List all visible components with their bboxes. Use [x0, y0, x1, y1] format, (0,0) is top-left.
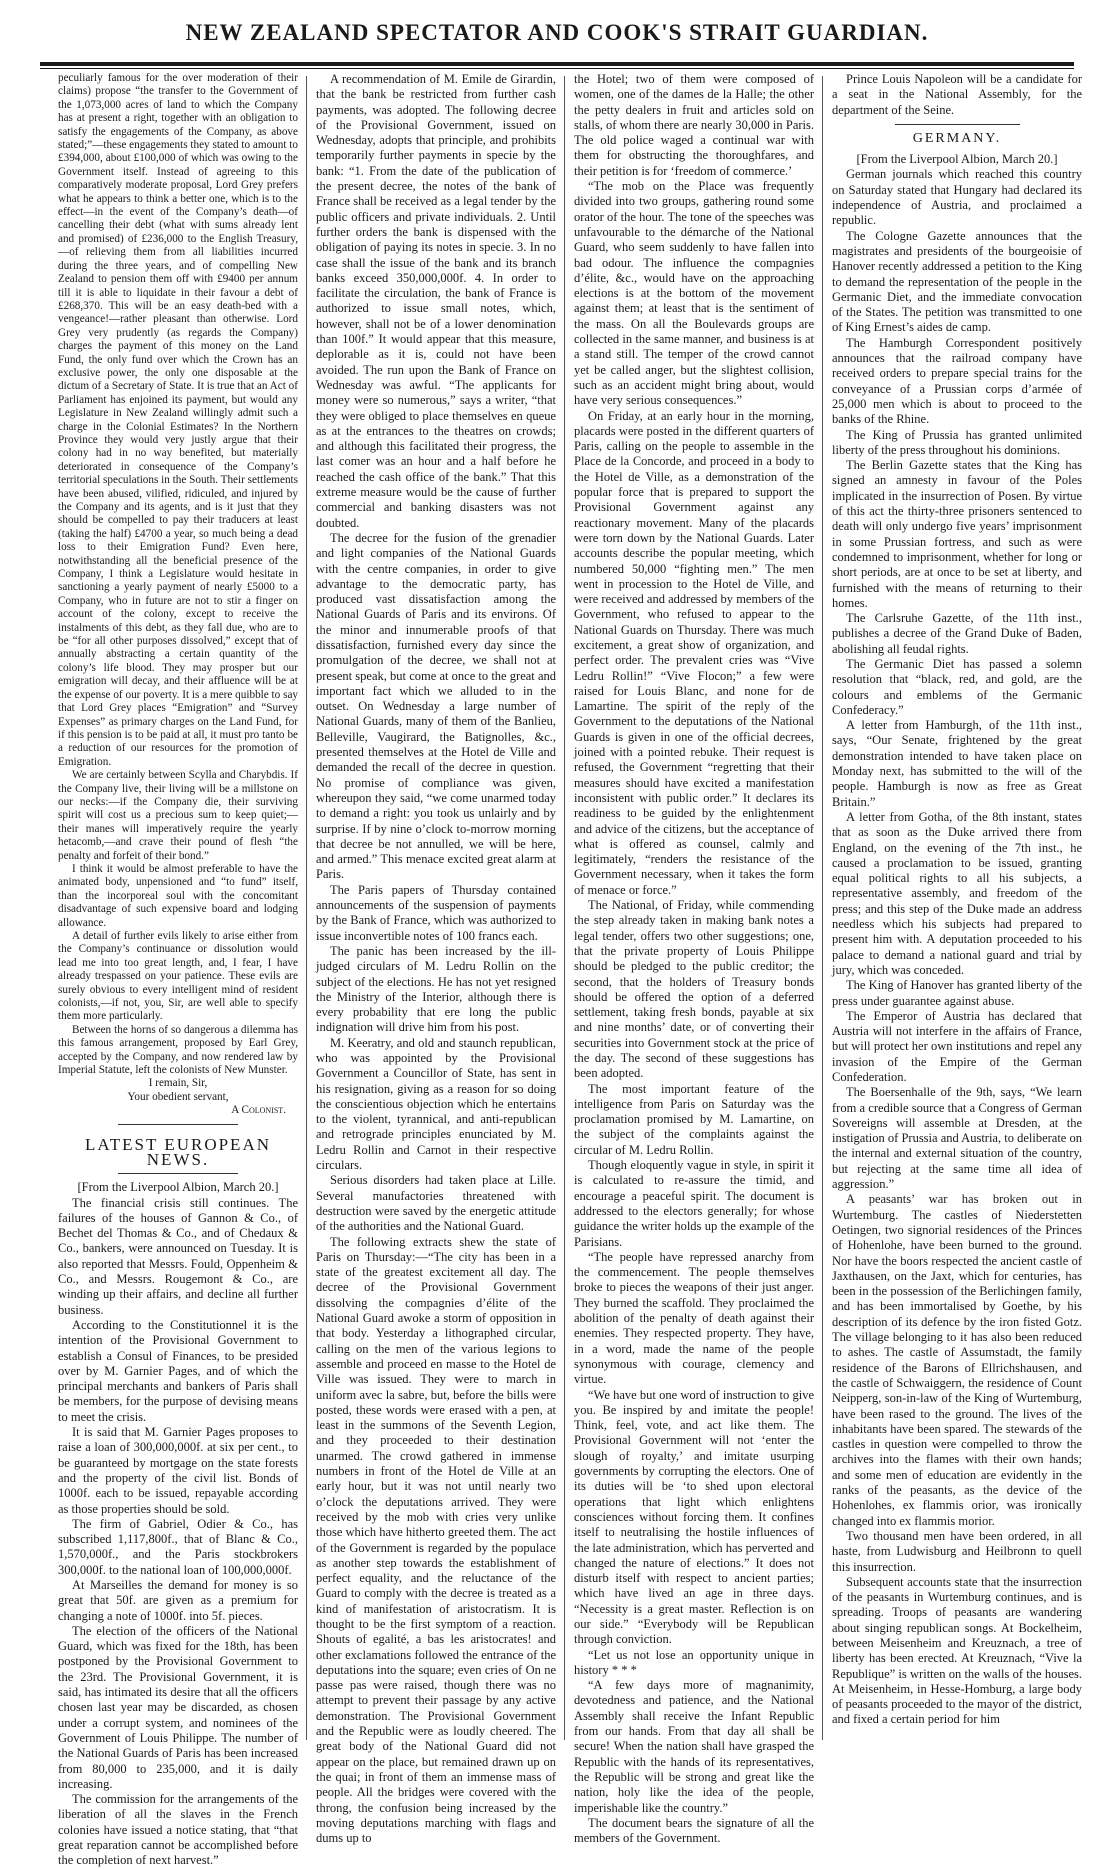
- masthead-rule-thin: [40, 68, 1074, 69]
- article-paragraph: The following extracts shew the state of Paris on Thursday:—“The city has been in a state of the greatest excitement all day. The decree of the Provisional Government dissolving the compagnies d’élite of the National Guard awoke a storm of opposition in that body. Yesterday a lithographed circular, calling on the men of the various legions to assemble and proceed en masse to the Hotel de Ville was issued. They were to march in uniform avec la sabre, but, before the bills were posted, these words were erased with a pen, at least in the summons of the Seventh Legion, and they proceeded to their destination unarmed. The crowd gathered in immense numbers in front of the Hotel de Ville at an early hour, but it was not until nearly two o’clock the deputations arrived. They were received by the mob with cries very unlike those which have hitherto greeted them. The act of the Government is regarded by the populace as another step towards the establishment of perfect equality, and the reluctance of the Guard to comply with the decree is treated as a kind of manifestation of aristocratism. It is thought to be the first symptom of a reaction. Shouts of egalité, a bas les aristocrates! and other exclamations followed the entrance of the deputations into the square; even cries of On ne passe pas were raised, though there was no attempt to prevent their passage by any active demonstration. The Provisional Government and the Republic were as loudly cheered. The great body of the National Guard did not appear on the place, but remained drawn up on the quai; in front of them an immense mass of people. All the bridges were covered with the throng, the confusion being increased by the moving deputations marching with flags and dums up to: [316, 1234, 556, 1846]
- article-paragraph: The Emperor of Austria has declared that Austria will not interfere in the affairs of France, but will protect her own institutions and repel any invasion of the Empire of the German Confederation.: [832, 1008, 1082, 1084]
- article-paragraph: Though eloquently vague in style, in spirit it is calculated to re-assure the timid, and encourage a peaceful spirit. The document is addressed to the electors generally; for whose guidance the writer holds up the example of the Parisians.: [574, 1158, 814, 1249]
- article-paragraph: The King of Hanover has granted liberty of the press under guarantee against abuse.: [832, 978, 1082, 1008]
- news-paragraph: The commission for the arrangements of the liberation of all the slaves in the French colonies have issued a notice stating, that “that great reparation cannot be accomplished before the completion of next harvest.”: [58, 1792, 298, 1868]
- column-4: [832, 72, 1082, 1740]
- news-paragraph: The election of the officers of the National Guard, which was fixed for the 18th, has been postponed by the Provisional Government to the 23rd. The Provisional Government, it is said, has intimated its desire that all the officers chosen last year may be discarded, as chosen under a corrupt system, and nominees of the Government of Louis Philippe. The number of the National Guards of Paris has been increased from 80,000 to 235,000, and it is daily increasing.: [58, 1623, 298, 1791]
- article-paragraph: Two thousand men have been ordered, in all haste, from Ludwisburg and Heilbronn to quell this insurrection.: [832, 1528, 1082, 1574]
- news-paragraph: The firm of Gabriel, Odier & Co., has subscribed 1,117,800f., that of Blanc & Co., 1,570,000f., and the Paris stockbrokers 300,000f. to the national loan of 100,000,000f.: [58, 1516, 298, 1577]
- letter-paragraph: A detail of further evils likely to arise either from the Company’s continuance or dissolution would lead me into too great length, and, I fear, I have already trespassed on your patience. These evils are surely obvious to every intelligent mind of resident colonists,—if not, you, Sir, are well able to specify them more particularly.: [58, 930, 298, 1023]
- article-paragraph: A recommendation of M. Emile de Girardin, that the bank be restricted from further cash payments, was adopted. The following decree of the Provisional Government, issued on Wednesday, adopts that principle, and prohibits temporarily further payments in specie by the bank: “1. From the date of the publication of the present decree, the notes of the bank of France shall be received as a legal tender by the public officers and private individuals. 2. Until further orders the bank is dispensed with the obligation of paying its notes in specie. 3. In no case shall the issue of the bank and its branch banks exceed 350,000,000f. 4. In order to facilitate the circulation, the bank of France is authorized to issue small notes, which, however, shall not be of a lower denomination than 100f.” It would appear that this measure, deplorable as it is, could not have been avoided. The run upon the Bank of France on Wednesday was awful. “The applicants for money were so numerous,” says a writer, “that they were obliged to place themselves en queue as at the entrances to the theatres on crowds; and although this facilitated their progress, the last comer was an hour and a half before he reached the cash office of the bank.” That this extreme measure would be the cause of further commercial and banking disasters was not doubted.: [316, 72, 556, 530]
- news-paragraph: The financial crisis still continues. The failures of the houses of Gannon & Co., of Bechet del Thomas & Co., and of Chedaux & Co., bankers, were announced on Tuesday. It is also reported that Messrs. Fould, Oppenheim & Co., and Messrs. Rougemont & Co., are winding up their affairs, and decline all further business.: [58, 1195, 298, 1317]
- article-paragraph: the Hotel; two of them were composed of women, one of the dames de la Halle; the other the petty dealers in fruit and articles sold on stalls, of whom there are nearly 30,000 in Paris. The old police waged a continual war with them for obstructing the thoroughfares, and their petition is for ‘freedom of commerce.’: [574, 72, 814, 178]
- article-paragraph: “Let us not lose an opportunity unique in history * * *: [574, 1647, 814, 1677]
- section-divider: [118, 1124, 238, 1125]
- article-paragraph: “The people have repressed anarchy from the commencement. The people themselves broke to pieces the weapons of their just anger. They burned the scaffold. They proclaimed the abolition of the penalty of death against their enemies. They respected property. They have, in a word, made the name of the people synonymous with courage, clemency and virtue.: [574, 1249, 814, 1387]
- article-paragraph: The decree for the fusion of the grenadier and light companies of the National Guards with the centre companies, in order to give advantage to the democratic party, has produced vast dissatisfaction among the National Guards of Paris and its environs. Of the minor and innumerable proofs of that dissatisfaction, furnished every day since the promulgation of the decree, we shall not at present speak, but come at once to the great and important fact which we alluded to in the outset. On Wednesday a large number of National Guards, many of them of the Banlieu, Belleville, Vaugirard, the Batignolles, &c., presented themselves at the Hotel de Ville and demanded the recall of the decree in question. No promise of compliance was given, whereupon they said, “we come unarmed today to demand a right: you took us unlairly and by surprise. If by nine o’clock to-morrow morning that decree be not annulled, we will be here, and armed.” This menace excited great alarm at Paris.: [316, 530, 556, 882]
- news-paragraph: At Marseilles the demand for money is so great that 50f. are given as a premium for changing a note of 1000f. into 5f. pieces.: [58, 1578, 298, 1623]
- column-3: [574, 72, 814, 1846]
- letter-paragraph: Between the horns of so dangerous a dilemma has this famous arrangement, proposed by Earl Grey, accepted by the Company, and now rendered law by Imperial Statute, left the colonists of New Munster.: [58, 1023, 298, 1077]
- article-paragraph: The Paris papers of Thursday contained announcements of the suspension of payments by the Bank of France, which was authorized to issue inconvertible notes of 100 francs each.: [316, 882, 556, 943]
- article-paragraph: “We have but one word of instruction to give you. Be inspired by and imitate the people! Think, feel, vote, and act like them. The Provisional Government will not ‘enter the slough of royalty,’ and imitate usurping governments by corrupting the electors. One of its duties will be ‘to shed upon electoral operations that light which enlightens consciences without forcing them. It confines itself to neutralising the hostile influences of the late administration, which has perverted and changed the nature of elections.” It does not disturb itself with respect to ancient parties; which have lived an age in three days. “Necessity is a great master. Reflection is on our side.” “Everybody will be Republican through conviction.: [574, 1387, 814, 1647]
- article-paragraph: The Cologne Gazette announces that the magistrates and presidents of the bourgeoisie of Hanover recently addressed a petition to the King to demand the representation of the people in the Germanic Diet, and the immediate convocation of the States. The petition was transmitted to one of King Ernest’s aides de camp.: [832, 228, 1082, 335]
- article-paragraph: The Berlin Gazette states that the King has signed an amnesty in favour of the Poles implicated in the insurrection of Posen. By virtue of this act the thirty-three prisoners sentenced to death will only undergo five years’ imprisonment in some Prussian fortress, and such as were condemned to imprisonment, whether for long or short periods, are at once to be set at liberty, and furnished with the means of returning to their homes.: [832, 458, 1082, 610]
- article-paragraph: Serious disorders had taken place at Lille. Several manufactories threatened with destruction were saved by the energetic attitude of the authorities and the National Guard.: [316, 1173, 556, 1234]
- article-paragraph: The document bears the signature of all the members of the Government.: [574, 1815, 814, 1846]
- letter-paragraph: I think it would be almost preferable to have the animated body, unpensioned and “to fund” itself, than the incorporeal soul with the concomitant disadvantage of such expensive board and lodging allowance.: [58, 862, 298, 929]
- germany-heading: GERMANY.: [912, 130, 1002, 146]
- article-paragraph: The Germanic Diet has passed a solemn resolution that “black, red, and gold, are the colours and emblems of the Germanic Confederacy.”: [832, 656, 1082, 717]
- news-paragraph: According to the Constitutionnel it is the intention of the Provisional Government to establish a Consul of Finances, to be presided over by M. Garnier Pages, and of which the principal merchants and bankers of Paris shall be members, for the purpose of devising means to meet the crisis.: [58, 1317, 298, 1424]
- article-paragraph: A letter from Gotha, of the 8th instant, states that as soon as the Duke arrived there from England, on the evening of the 7th inst., he caused a proclamation to be issued, granting equal political rights to all his subjects, a representative assembly, and freedom of the press; and this step of the Duke made an address needless which his subjects had prepared to present him with. A deputation proceeded to his palace to demand a national guard and trial by jury, which was conceded.: [832, 809, 1082, 977]
- letter-closing-2: Your obedient servant,: [127, 1090, 229, 1103]
- article-paragraph: The Boersenhalle of the 9th, says, “We learn from a credible source that a Congress of German Sovereigns will assemble at Dresden, at the instigation of Prussia and Austria, to deliberate on the internal and external situation of the country, but rejecting at the same time all idea of aggression.”: [832, 1085, 1082, 1192]
- letter-paragraph: peculiarly famous for the over moderation of their claims) propose “the transfer to the Government of the 1,073,000 acres of land to which the Company has at present a right, together with an obligation to satisfy the engagements of the Company, as above stated;”—these engagements they stated to amount to £394,000, about £100,000 of which was owing to the Government itself. Instead of agreeing to this comparatively moderate proposal, Lord Grey prefers what he appears to think a better one, which is to the effect—in the event of the Company’s death—of cancelling their debt (what with sums already lent and promised) of £236,000 to the English Treasury,—of relieving them from all liabilities incurred during the three years, and of compelling New Zealand to pension them off with £9400 per annum till it is able to liquidate in their favour a debt of £268,370. This will be an easy death-bed with a vengeance!—rather pleasant than otherwise. Lord Grey very prudently (as regards the Company) charges the payment of this money on the Land Fund, the only fund over which the Crown has an exclusive power, the only one disposable at the dictum of a Secretary of State. It is true that an Act of Parliament has enjoined its payment, but would any Legislature in New Zealand willingly admit such a charge in the Colonial Estimates? In the Northern Province they would very justly argue that their colony had in no way benefited, but materially deteriorated in consequence of the Company’s territorial speculations in the South. Their settlements have been abused, vilified, ridiculed, and injured by the Company and its agents, and is it just that they should be compelled to pay their traducers at least (taking the half) £4700 a year, so much being a dead loss to their Emigration Fund? Even here, notwithstanding all the beneficial presence of the Company, I think a Legislature would hesitate in sanctioning a yearly payment of nearly £5000 to a Company, who in future are not to stir a finger on account of the colony, except to receive the instalments of this debt, as they fall due, who are to be “for all other purposes dissolved,” except that of annually abstracting a certain quantity of the colony’s life blood. They may prosper but our emigration will decay, and their affluence will be at the expense of our poverty. It is a mere quibble to say that Lord Grey places “Emigration” and “Survey Expenses” as primary charges on the Land Fund, for if this pension is to be paid at all, it must pro tanto be a reduction of our resources for the promotion of Emigration.: [58, 72, 298, 768]
- germany-source: [From the Liverpool Albion, March 20.]: [856, 152, 1058, 167]
- article-paragraph: A letter from Hamburgh, of the 11th inst., says, “Our Senate, frightened by the great demonstration intended to have taken place on Monday next, has submitted to the will of the people. Hamburgh is now as free as Great Britain.”: [832, 718, 1082, 809]
- section-divider: [118, 1173, 238, 1174]
- article-paragraph: The Carlsruhe Gazette, of the 11th inst., publishes a decree of the Grand Duke of Baden, abolishing all feudal rights.: [832, 611, 1082, 656]
- masthead: [30, 20, 1084, 58]
- news-paragraph: It is said that M. Garnier Pages proposes to raise a loan of 300,000,000f. at six per cent., to be guaranteed by mortgage on the state forests and the property of the civil list. Bonds of 1000f. each to be issued, repayable according as those properties should be sold.: [58, 1425, 298, 1516]
- column-rule: [822, 76, 823, 1740]
- column-rule: [564, 76, 565, 1740]
- article-paragraph: M. Keeratry, and old and staunch republican, who was appointed by the Provisional Government a Councillor of State, has sent in his resignation, giving as a reason for so doing the conscientious objection which he entertains to the violent, tyrannical, and anti-republican and retrograde principles enunciated by M. Ledru Rollin and Carnot in their respective circulars.: [316, 1035, 556, 1173]
- letter-paragraph: We are certainly between Scylla and Charybdis. If the Company live, their living will be a millstone on our necks:—if the Company die, their surviving spirit will cost us a precious sum to keep quiet;—their manes will imperatively require the yearly hetacomb,—and crave their pound of flesh “the penalty and forfeit of their bond.”: [58, 769, 298, 862]
- article-paragraph: The King of Prussia has granted unlimited liberty of the press throughout his dominions.: [832, 427, 1082, 457]
- column-rule: [306, 76, 307, 1740]
- column-1: [58, 72, 298, 1868]
- letter-section: [58, 72, 298, 1118]
- newspaper-title: NEW ZEALAND SPECTATOR AND COOK'S STRAIT GUARDIAN.: [185, 20, 929, 45]
- letter-closing: I remain, Sir,: [148, 1077, 208, 1090]
- article-paragraph: German journals which reached this country on Saturday stated that Hungary had declared its independence of Austria, and proclaimed a republic.: [832, 167, 1082, 228]
- news-source: [From the Liverpool Albion, March 20.]: [77, 1180, 279, 1195]
- article-paragraph: The National, of Friday, while commending the step already taken in making bank notes a legal tender, offers two other suggestions; one, that the private property of Louis Philippe should be pledged to the public creditor; the second, that the holders of Treasury bonds should be offered the option of a deferred settlement, taking fresh bonds, payable at six and nine months’ date, or of converting their securities into Government stock at the price of the day. The second of these suggestions has been adopted.: [574, 898, 814, 1081]
- masthead-rule-thick: [40, 62, 1074, 66]
- article-paragraph: “The mob on the Place was frequently divided into two groups, gathering round some orator of the hour. The tone of the speeches was unfavourable to the démarche of the National Guard, who seem suddenly to have fallen into bad odour. The influence the compagnies d’élite, &c., would have on the approaching elections is at the bottom of the movement against them; at least that is the sentiment of the mass. On all the Boulevards groups are collected in the same manner, and business is at a stand still. The temper of the crowd cannot yet be called anger, but the slightest collision, such as an accident might bring about, would have very serious consequences.”: [574, 179, 814, 408]
- section-divider: [895, 124, 1020, 125]
- article-paragraph: Prince Louis Napoleon will be a candidate for a seat in the National Assembly, for the department of the Seine.: [832, 72, 1082, 117]
- article-paragraph: “A few days more of magnanimity, devotedness and patience, and the National Assembly shall receive the Infant Republic from our hands. From that day all shall be secure! When the nation shall have grasped the Republic with the hands of its representatives, the Republic will be strong and great like the nation, holy like the idea of the people, imperishable like the country.”: [574, 1678, 814, 1815]
- article-paragraph: On Friday, at an early hour in the morning, placards were posted in the different quarters of Paris, calling on the people to assemble in the Place de la Concorde, and proceed in a body to the Hotel de Ville, as a demonstration of the popular force that is prepared to support the Provisional Government against any reactionary movement. Many of the placards were torn down by the National Guards. Later accounts describe the popular meeting, which numbered 50,000 “fighting men.” The men went in procession to the Hotel de Ville, and were received and addressed by members of the Government, who refused to appear to the National Guards on Thursday. There was much excitement, a great show of organization, and perfect order. The prevalent cries was “Vive Ledru Rollin!” “Vive Flocon;” a few were raised for Louis Blanc, and none for de Lamartine. The spirit of the reply of the Government to the deputations of the National Guards is given in one of the official decrees, joined with a pointed rebuke. Their request is refused, the Government “regretting that their measures should have excited a manifestation inconsistent with public order.” It declares its readiness to be guided by the enlightenment and advice of the citizens, but the acceptance of what is offered as counsel, calmly and legitimately, “renders the resistance of the Government necessary, when it takes the form of menace or force.”: [574, 408, 814, 897]
- article-paragraph: Subsequent accounts state that the insurrection of the peasants in Wurtemburg continues, and is spreading. Troops of peasants are wandering about singing republican songs. At Bockelheim, between Meisenheim and Kreuznach, a tree of liberty has been erected. At Kreuznach, “Vive la Republique” is written on the walls of the houses. At Meisenheim, in Hesse-Homburg, a large body of peasants proceeded to the mayor of the district, and fixed a certain period for him: [832, 1574, 1082, 1727]
- article-paragraph: A peasants’ war has broken out in Wurtemburg. The castles of Niederstetten Oetingen, two signorial residences of the Princes of Hohenlohe, have been burned to the ground. Nor have the boors respected the ancient castle of Jaxthausen, on the Jaxt, which for centuries, has been in the possession of the Berlichingen family, and has been immortalised by Goethe, by his description of its defence by the iron fisted Gotz. The village belonging to it has also been reduced to ashes. The castle of Assumstadt, the family residence of the Barons of Ellrichshausen, and the castle of Schwaiggern, the residence of Count Neipperg, son-in-law of the King of Wurtemburg, have been rased to the ground. The lives of the inhabitants have been spared. The stewards of the castles in question were compelled to throw the archives into the flames with their own hands; and some men of education are evidently in the ranks of the peasants, as the device of the Hohenlohes, ex flammis orior, was ironically changed into ex flammis morior.: [832, 1192, 1082, 1528]
- columns: [58, 72, 1088, 1868]
- article-paragraph: The most important feature of the intelligence from Paris on Saturday was the proclamation promised by M. Lamartine, on the subject of the complaints against the circular of M. Ledru Rollin.: [574, 1081, 814, 1157]
- news-heading: LATEST EUROPEAN NEWS.: [85, 1134, 271, 1169]
- column-2: [316, 72, 556, 1846]
- letter-signature: A Colonist.: [231, 1104, 286, 1117]
- article-paragraph: The panic has been increased by the ill-judged circulars of M. Ledru Rollin on the subject of the elections. He has not yet resigned the Ministry of the Interior, although there is every probability that ere long the public indignation will drive him from his post.: [316, 943, 556, 1035]
- article-paragraph: The Hamburgh Correspondent positively announces that the railroad company have received orders to prepare special trains for the conveyance of a Prussian corps d’armée of 25,000 men which is about to proceed to the banks of the Rhine.: [832, 335, 1082, 427]
